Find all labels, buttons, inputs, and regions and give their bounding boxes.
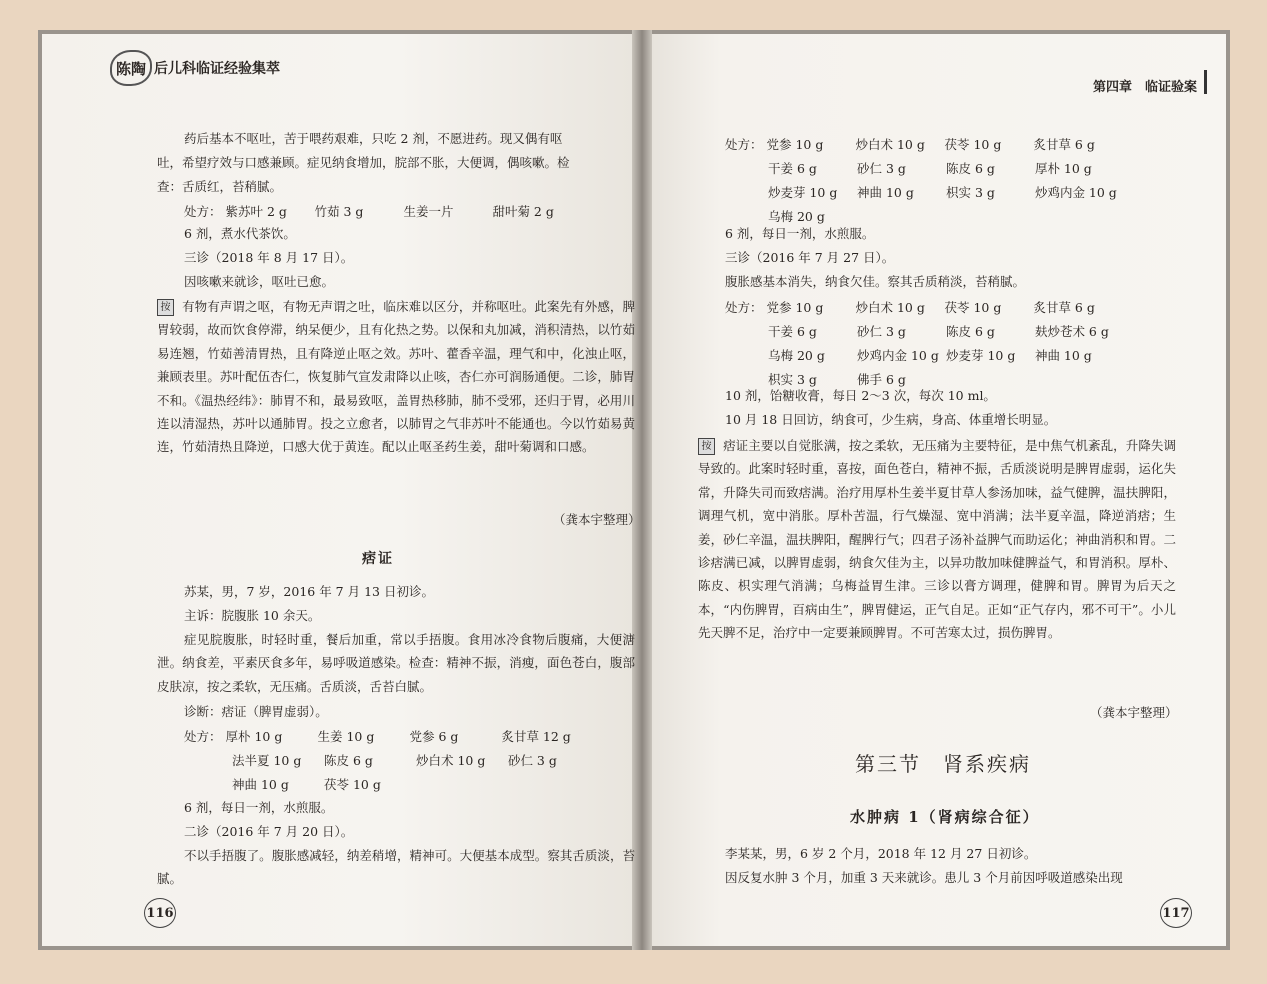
- visit-text: 腹胀感基本消失，纳食欠佳。察其舌质稍淡，苔稍腻。: [725, 274, 1026, 289]
- annotation-mark: 按: [698, 438, 715, 455]
- rx-item: 乌梅 20 g: [768, 209, 825, 224]
- case-intro: 李某某，男，6 岁 2 个月，2018 年 12 月 27 日初诊。: [725, 846, 1037, 861]
- rx-item: 陈皮 6 g: [945, 161, 995, 176]
- rx-item: 枳实 3 g: [768, 372, 817, 387]
- chapter-title: 第三节 肾系疾病: [855, 752, 1031, 776]
- rx-item: 炙甘草 6 g: [1033, 300, 1095, 315]
- visit-date: 三诊（2018 年 8 月 17 日）。: [184, 250, 354, 265]
- rx-item: 炒麦芽 10 g: [768, 185, 838, 200]
- case-intro: 苏某，男，7 岁，2016 年 7 月 13 日初诊。: [184, 584, 434, 599]
- rx-item: 党参 10 g: [766, 137, 824, 152]
- annotation-mark: 按: [157, 299, 174, 316]
- rx-label: 处方：: [725, 300, 763, 315]
- rx-item: 炙甘草 6 g: [1033, 137, 1095, 152]
- rx-item: 陈皮 6 g: [945, 324, 995, 339]
- rx-item: 厚朴 10 g: [225, 729, 283, 744]
- rx-item: 厚朴 10 g: [1034, 161, 1092, 176]
- rx-item: 党参 6 g: [409, 729, 459, 744]
- prescription-3: [725, 135, 1095, 153]
- rx-item: 紫苏叶 2 g: [225, 204, 287, 219]
- rx-item: 茯苓 10 g: [944, 137, 1002, 152]
- annotation-right: [698, 434, 1176, 645]
- right-header: 第四章 临证验案: [1093, 76, 1197, 95]
- rx-note: 6 剂，每日一剂，水煎服。: [725, 226, 875, 241]
- prescription-3-row: [768, 159, 1092, 177]
- prescription-4: [725, 298, 1095, 316]
- rx-item: 茯苓 10 g: [323, 777, 381, 792]
- rx-item: 甜叶菊 2 g: [492, 204, 554, 219]
- left-header: [110, 50, 280, 86]
- rx-item: 炙甘草 12 g: [501, 729, 571, 744]
- chief-complaint: 主诉：脘腹胀 10 余天。: [184, 608, 321, 623]
- case-text: 因反复水肿 3 个月，加重 3 天来就诊。患儿 3 个月前因呼吸道感染出现: [725, 870, 1123, 885]
- follow-up: 10 月 18 日回访，纳食可，少生病，身高、体重增长明显。: [725, 412, 1057, 427]
- prescription-2-row: [232, 775, 381, 793]
- rx-item: 佛手 6 g: [856, 372, 906, 387]
- author-logo: 陈陶: [110, 50, 152, 86]
- rx-item: 炒麦芽 10 g: [945, 348, 1016, 363]
- annotation-text: 有物有声谓之呕，有物无声谓之吐，临床难以区分，并称呕吐。此案先有外感，脾胃较弱，故而饮食停滞，纳呆便少，且有化热之势。以保和丸加减，消积清热，以竹茹易连翘，竹茹善清胃热，且有降逆止呕之效。苏叶、藿香辛温，理气和中，化浊止呕，兼顾表里。苏叶配伍杏仁，恢复肺气宣发肃降以止咳，杏仁亦可润肠通便。二诊，肺胃不和。《温热经纬》：肺胃不和，最易致呕，盖胃热移肺，肺不受邪，还归于胃，必用川连以清湿热，苏叶以通肺胃。投之立愈者，以肺胃之气非苏叶不能通也。今以竹茹易黄连，竹茹清热且降逆，口感大优于黄连。配以止呕圣药生姜，甜叶菊调和口感。: [157, 299, 635, 455]
- prescription-3-row: [768, 183, 1117, 201]
- editor-signature: （龚本宇整理）: [1090, 705, 1178, 720]
- rx-item: 乌梅 20 g: [768, 348, 825, 363]
- diagnosis: 诊断：痞证（脾胃虚弱）。: [184, 704, 328, 719]
- prescription-4-row: [768, 322, 1109, 340]
- visit-date: 三诊（2016 年 7 月 27 日）。: [725, 250, 895, 265]
- rx-item: 陈皮 6 g: [323, 753, 373, 768]
- text-line: 查：舌质红，苔稍腻。: [157, 179, 283, 194]
- rx-item: 砂仁 3 g: [856, 161, 906, 176]
- rx-label: 处方：: [184, 729, 222, 744]
- prescription-4-row: [768, 346, 1092, 364]
- page-number-right: 117: [1160, 898, 1192, 928]
- section-title: 痞证: [362, 551, 394, 567]
- rx-item: 党参 10 g: [766, 300, 824, 315]
- text-line: 药后基本不呕吐，苦于喂药艰难，只吃 2 剂，不愿进药。现又偶有呕: [184, 131, 563, 146]
- rx-note: 6 剂，每日一剂，水煎服。: [184, 800, 334, 815]
- rx-item: 炒鸡内金 10 g: [1034, 185, 1117, 200]
- rx-item: 麸炒苍术 6 g: [1034, 324, 1109, 339]
- symptom-text: 症见脘腹胀，时轻时重，餐后加重，常以手捂腹。食用冰冷食物后腹痛，大便溏泄。纳食差，平素厌食多年，易呼吸道感染。检查：精神不振，消瘦，面色苍白，腹部皮肤凉，按之柔软，无压痛。舌质淡，舌苔白腻。: [157, 632, 635, 694]
- rx-item: 干姜 6 g: [768, 161, 817, 176]
- rx-item: 砂仁 3 g: [507, 753, 557, 768]
- rx-item: 砂仁 3 g: [856, 324, 906, 339]
- prescription-2: [184, 727, 571, 745]
- rx-item: 生姜 10 g: [317, 729, 375, 744]
- visit-text: 因咳嗽来就诊，呕吐已愈。: [184, 274, 335, 289]
- rx-item: 生姜一片: [403, 204, 454, 219]
- book-gutter: [632, 30, 652, 950]
- page-number-left: 116: [144, 898, 176, 928]
- visit-date: 二诊（2016 年 7 月 20 日）。: [184, 824, 354, 839]
- rx-note: 10 剂，饴糖收膏，每日 2～3 次，每次 10 ml。: [725, 388, 996, 403]
- editor-signature: （龚本宇整理）: [553, 512, 641, 527]
- annotation-left: [157, 295, 635, 459]
- rx-item: 干姜 6 g: [768, 324, 817, 339]
- book-title: 后儿科临证经验集萃: [154, 61, 280, 77]
- rx-item: 竹茹 3 g: [314, 204, 364, 219]
- annotation-text: 痞证主要以自觉胀满，按之柔软，无压痛为主要特征，是中焦气机紊乱，升降失调导致的。此案时轻时重，喜按，面色苍白，精神不振，舌质淡说明是脾胃虚弱，运化失常，升降失司而致痞满。治疗用厚朴生姜半夏甘草人参汤加味，益气健脾，温扶脾阳，调理气机，宽中消胀。厚朴苦温，行气燥湿、宽中消满；法半夏辛温，降逆消痞；生姜，砂仁辛温，温扶脾阳，醒脾行气；四君子汤补益脾气而助运化；神曲消积和胃。二诊痞满已减，以脾胃虚弱，纳食欠佳为主，以异功散加味健脾益气，和胃消积。厚朴、陈皮、枳实理气消满；乌梅益胃生津。三诊以膏方调理，健脾和胃。脾胃为后天之本，“内伤脾胃，百病由生”，脾胃健运，正气自足。正如“正气存内，邪不可干”。小儿先天脾不足，治疗中一定要兼顾脾胃。不可苦寒太过，损伤脾胃。: [698, 438, 1176, 641]
- rx-label: 处方：: [725, 137, 763, 152]
- rx-item: 枳实 3 g: [945, 185, 995, 200]
- section-title: 水肿病 1（肾病综合征）: [850, 808, 1040, 826]
- rx-item: 神曲 10 g: [856, 185, 914, 200]
- prescription-2-row: [232, 751, 557, 769]
- rx-item: 炒白术 10 g: [855, 300, 925, 315]
- rx-item: 法半夏 10 g: [232, 753, 302, 768]
- rx-item: 茯苓 10 g: [944, 300, 1002, 315]
- visit-text: 不以手捂腹了。腹胀感减轻，纳差稍增，精神可。大便基本成型。察其舌质淡，苔腻。: [157, 848, 635, 887]
- rx-item: 炒白术 10 g: [855, 137, 925, 152]
- rx-label: 处方：: [184, 204, 222, 219]
- rx-item: 神曲 10 g: [1034, 348, 1092, 363]
- rx-note: 6 剂，煮水代茶饮。: [184, 226, 296, 241]
- prescription-1: [184, 202, 554, 220]
- text-line: 吐，希望疗效与口感兼顾。症见纳食增加，脘部不胀，大便调，偶咳嗽。检: [157, 155, 570, 170]
- rx-item: 炒白术 10 g: [415, 753, 486, 768]
- rx-item: 神曲 10 g: [232, 777, 289, 792]
- rx-item: 炒鸡内金 10 g: [856, 348, 939, 363]
